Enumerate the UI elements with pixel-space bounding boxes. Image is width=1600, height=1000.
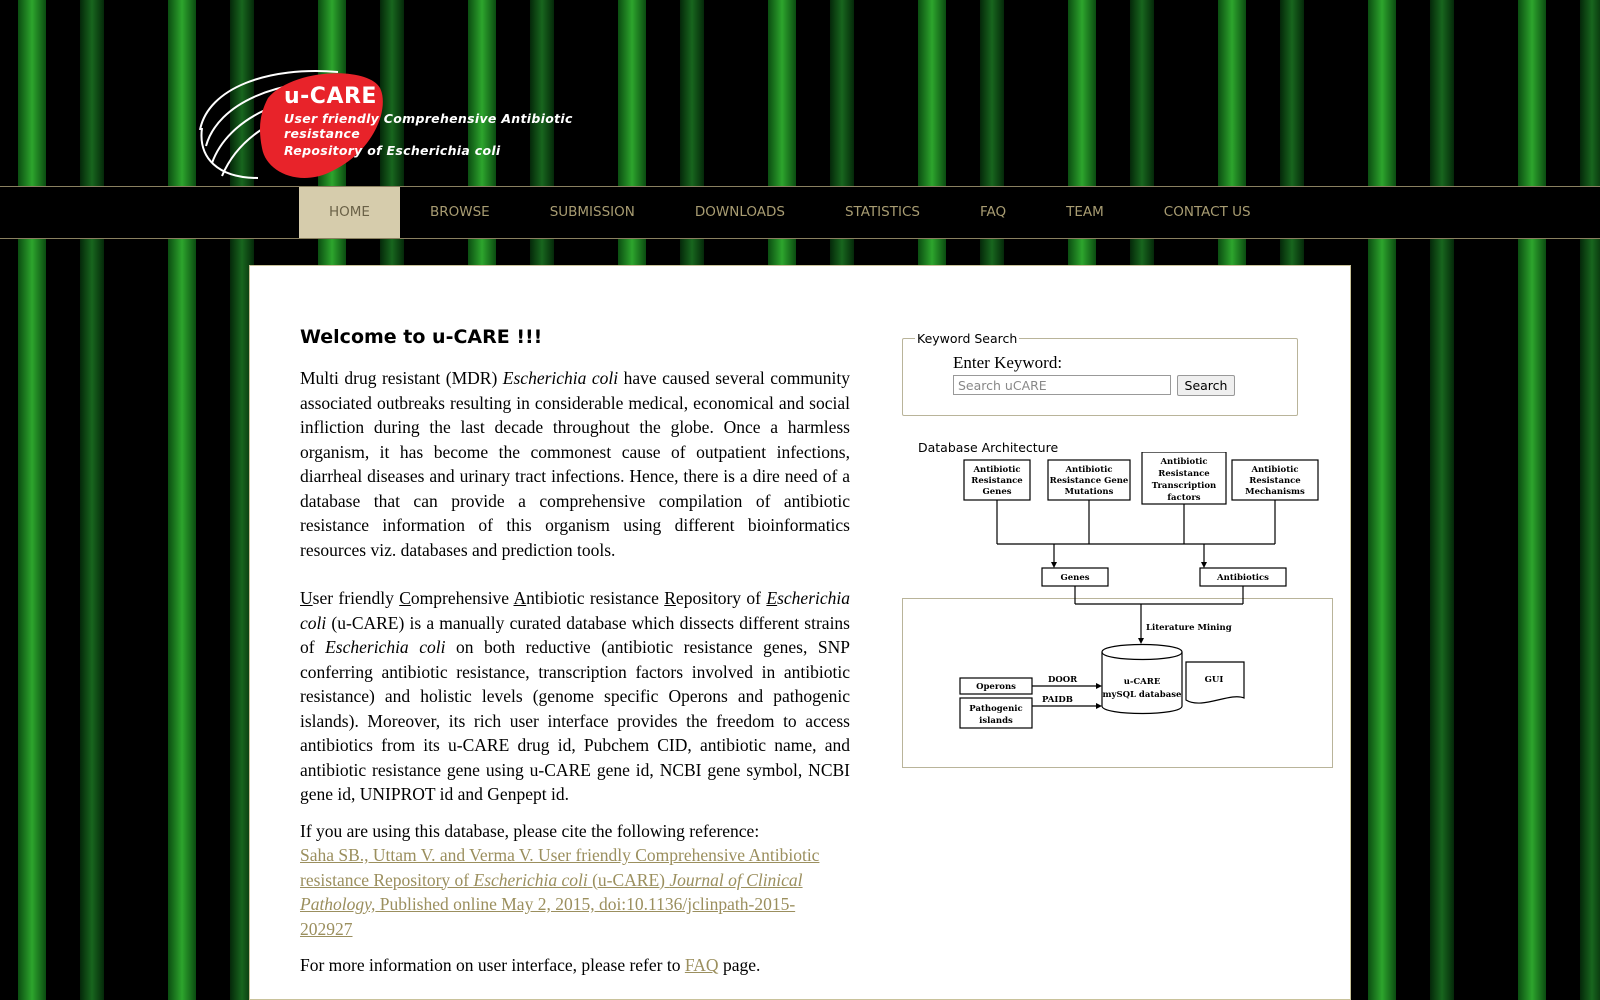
nav-item-submission[interactable]: SUBMISSION: [549, 204, 635, 220]
nav-item-downloads[interactable]: DOWNLOADS: [694, 204, 785, 220]
label-mutations-2: Resistance Gene: [1049, 476, 1129, 486]
label-mutations-3: Mutations: [1064, 487, 1114, 497]
label-genes: Genes: [1060, 573, 1090, 583]
label-literature-mining: Literature Mining: [1146, 623, 1232, 633]
logo-line-1: User friendly Comprehensive Antibiotic resistance: [284, 111, 573, 141]
description-paragraph: User friendly Comprehensive Antibiotic resistance Repository of Escherichia coli (u-CARE) is a manually curated database which dissects different strains of Escherichia coli on both reductive (antibiotic resistance genes, SNP conferring antibiotic resistance, transcription factors involved in antibiotic resistance) and holistic levels (genome specific Operons and pathogenic islands). Moreover, its rich user interface provides the freedom to access antibiotics from its u-CARE drug id, Pubchem CID, antibiotic name, and antibiotic resistance gene using u-CARE gene id, NCBI gene symbol, NCBI gene id, UNIPROT id and Genpept id.: [300, 588, 851, 804]
label-db-2: mySQL database: [1102, 690, 1182, 700]
label-tf-1: Antibiotic: [1160, 457, 1208, 467]
label-genes-top-1: Antibiotic: [973, 465, 1021, 475]
architecture-svg: [902, 452, 1333, 752]
label-tf-4: factors: [1167, 493, 1201, 503]
nav-item-home[interactable]: HOME: [299, 187, 400, 238]
label-operons: Operons: [976, 682, 1016, 692]
logo-line-2: Repository of Escherichia coli: [284, 143, 501, 158]
label-mutations-1: Antibiotic: [1065, 465, 1113, 475]
label-pathogenic-2: islands: [979, 716, 1013, 726]
label-tf-3: Transcription: [1151, 481, 1217, 491]
label-door: DOOR: [1048, 675, 1078, 685]
label-mechanisms-2: Resistance: [1249, 476, 1301, 486]
database-architecture-diagram: [902, 452, 1333, 752]
label-genes-top-2: Resistance: [971, 476, 1023, 486]
label-pathogenic-1: Pathogenic: [969, 704, 1023, 714]
label-db-1: u-CARE: [1123, 677, 1161, 687]
search-button[interactable]: Search: [1177, 375, 1235, 396]
nav-item-statistics[interactable]: STATISTICS: [844, 204, 920, 220]
content-panel: [249, 265, 1351, 1000]
site-logo[interactable]: [198, 68, 618, 183]
label-mechanisms-3: Mechanisms: [1245, 487, 1305, 497]
database-architecture-legend: Database Architecture: [918, 440, 1059, 455]
intro-paragraph: Multi drug resistant (MDR) Escherichia coli have caused several community associated outbreaks resulting in considerable medical, economical and social infliction during the last decade throughout the globe. Once a harmless organism, it has become the commonest cause of outpatient infections, diarrheal diseases and urinary tract infections. Hence, there is a dire need of a database that can provide a comprehensive compilation of antibiotic resistance information of this organism using different bioinformatics resources viz. databases and prediction tools.: [300, 368, 851, 560]
label-paidb: PAIDB: [1042, 695, 1073, 705]
citation-link[interactable]: Saha SB., Uttam V. and Verma V. User friendly Comprehensive Antibiotic resistance Repository of Escherichia coli (u-CARE) Journal of Clinical Pathology, Published online May 2, 2015, doi:10.1136/jclinpath-2015-202927: [300, 845, 820, 939]
label-gui: GUI: [1204, 675, 1224, 685]
nav-item-contact-us[interactable]: CONTACT US: [1163, 204, 1251, 220]
label-mechanisms-1: Antibiotic: [1251, 465, 1299, 475]
main-nav: [0, 186, 1600, 239]
page-title: Welcome to u-CARE !!!: [300, 326, 543, 348]
intro-column: [300, 326, 850, 978]
faq-link[interactable]: FAQ: [684, 955, 719, 975]
nav-item-team[interactable]: TEAM: [1066, 204, 1104, 220]
logo-name: u-CARE: [284, 84, 377, 109]
more-info-text: For more information on user interface, please refer to FAQ page.: [300, 955, 761, 975]
nav-item-faq[interactable]: FAQ: [979, 204, 1007, 220]
nav-list: [299, 187, 1281, 238]
label-genes-top-3: Genes: [982, 487, 1012, 497]
keyword-search-input[interactable]: [953, 375, 1171, 395]
logo-text: [284, 84, 618, 158]
keyword-search-box: [902, 331, 1298, 416]
nav-item-browse[interactable]: BROWSE: [429, 204, 490, 220]
label-antibiotics: Antibiotics: [1217, 573, 1269, 583]
label-tf-2: Resistance: [1158, 469, 1210, 479]
keyword-label: Enter Keyword:: [953, 353, 1063, 372]
site-header: [0, 0, 1600, 186]
citation-intro: If you are using this database, please cite the following reference:: [300, 820, 760, 841]
keyword-search-legend: Keyword Search: [917, 331, 1018, 346]
